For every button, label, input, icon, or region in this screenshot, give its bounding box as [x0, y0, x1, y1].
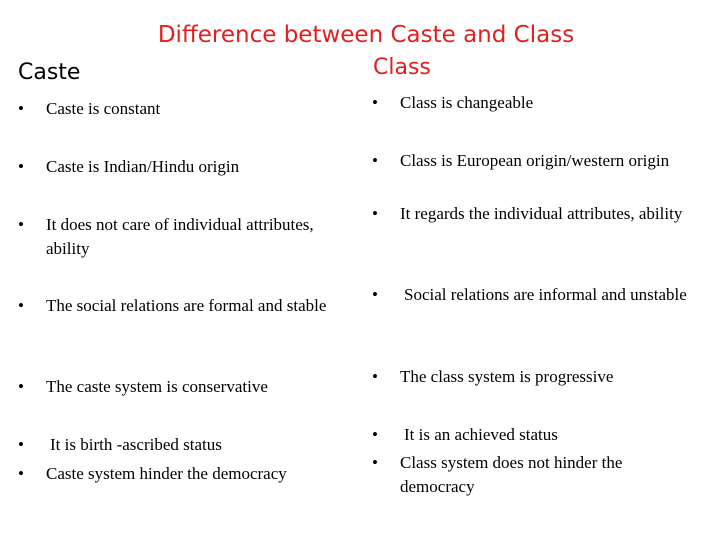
- caste-point-text: It is birth -ascribed status: [50, 435, 222, 454]
- class-point-text: Social relations are informal and unstable: [404, 285, 687, 304]
- caste-point: [18, 97, 346, 121]
- bullet-icon: •: [372, 285, 378, 304]
- class-point: [372, 423, 695, 447]
- bullet-icon: •: [372, 425, 378, 444]
- caste-point: [18, 213, 346, 261]
- bullet-icon: •: [18, 296, 24, 315]
- class-point-text: It is an achieved status: [404, 425, 558, 444]
- class-point: [372, 202, 695, 226]
- class-point-text: Class system does not hinder the democracy: [400, 453, 623, 496]
- caste-point-text: Caste is constant: [46, 99, 161, 118]
- caste-point-text: Caste system hinder the democracy: [46, 464, 287, 483]
- caste-point-text: The social relations are formal and stable: [46, 296, 327, 315]
- bullet-icon: •: [18, 377, 24, 396]
- caste-column-heading: Caste: [18, 60, 81, 85]
- bullet-icon: •: [18, 99, 24, 118]
- caste-point-text: Caste is Indian/Hindu origin: [46, 157, 240, 176]
- class-point-text: It regards the individual attributes, ability: [400, 204, 683, 223]
- bullet-icon: •: [372, 204, 378, 223]
- caste-point-text: It does not care of individual attributes, ability: [46, 215, 314, 258]
- caste-point: [18, 433, 350, 457]
- bullet-icon: •: [18, 157, 24, 176]
- class-point: [372, 149, 695, 173]
- class-column-heading: Class: [373, 55, 431, 80]
- class-point: [372, 91, 695, 115]
- caste-point: [18, 155, 346, 179]
- class-point-text: Class is European origin/western origin: [400, 151, 670, 170]
- class-point: [372, 283, 695, 307]
- caste-point-text: The caste system is conservative: [46, 377, 268, 396]
- caste-point: [18, 462, 346, 486]
- bullet-icon: •: [18, 435, 24, 454]
- bullet-icon: •: [372, 151, 378, 170]
- class-point-text: The class system is progressive: [400, 367, 614, 386]
- class-point: [372, 365, 695, 389]
- caste-point: [18, 294, 346, 318]
- bullet-icon: •: [18, 464, 24, 483]
- bullet-icon: •: [372, 367, 378, 386]
- class-point-text: Class is changeable: [400, 93, 534, 112]
- caste-point: [18, 375, 346, 399]
- bullet-icon: •: [18, 215, 24, 234]
- slide-title: Difference between Caste and Class: [157, 22, 575, 48]
- bullet-icon: •: [372, 93, 378, 112]
- bullet-icon: •: [372, 453, 378, 472]
- class-point: [372, 451, 695, 499]
